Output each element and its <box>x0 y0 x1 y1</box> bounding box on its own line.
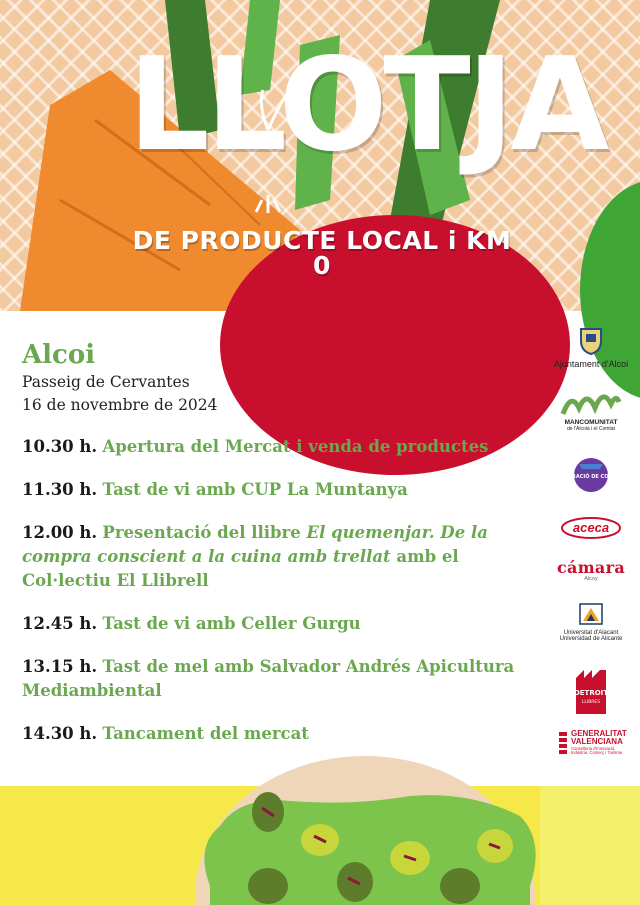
olives-bowl-illustration <box>0 786 640 905</box>
schedule-title: Tast de vi amb Celler Gurgu <box>102 613 361 633</box>
schedule-item <box>22 612 542 636</box>
schedule-item <box>22 722 542 746</box>
detroit-logo-icon <box>574 668 608 716</box>
schedule-title: Apertura del Mercat i venda de productes <box>102 437 489 457</box>
coat-of-arms-icon <box>578 326 604 356</box>
aceca-logo-icon <box>560 516 622 540</box>
sponsor-ajuntament-label: Ajuntament d'Alcoi <box>553 359 629 369</box>
sponsor-mancomunitat-label: MANCOMUNITAT <box>564 419 618 426</box>
schedule-title: Tast de mel amb Salvador Andrés Apicultura Mediambiental <box>22 656 515 700</box>
federacio-logo-icon <box>557 454 625 494</box>
schedule-time: 13.15 h. <box>22 656 98 676</box>
sponsor-camara <box>548 560 634 583</box>
sponsor-ajuntament <box>548 326 634 369</box>
sponsor-generalitat-label-1: GENERALITAT <box>571 729 627 738</box>
schedule-time: 12.45 h. <box>22 613 98 633</box>
sponsor-camara-sub: Alcoy <box>584 575 598 582</box>
sponsor-aceca <box>548 516 634 544</box>
footer-illustration <box>0 786 640 905</box>
event-place: Passeig de Cervantes <box>22 373 190 392</box>
mountains-icon <box>561 394 621 416</box>
event-content <box>22 340 542 764</box>
schedule-time: 10.30 h. <box>22 437 98 457</box>
logo-tagline: DE PRODUCTE LOCAL i KM 0 <box>132 226 512 280</box>
sponsor-federacio <box>548 454 634 498</box>
sponsor-universitat-label-2: Universidad de Alicante <box>559 636 623 643</box>
logo-title: LLOTJA <box>128 31 606 180</box>
sponsor-universitat-label-1: Universitat d'Alacant <box>563 630 619 636</box>
schedule-item <box>22 478 542 502</box>
schedule-time: 11.30 h. <box>22 480 98 500</box>
sponsor-federacio-label: FEDERACIÓ DE COMERÇ <box>557 474 625 480</box>
sponsor-generalitat-label-2: VALENCIANA <box>571 737 623 747</box>
sponsor-generalitat-sub: Conselleria d'Innovació, Indústria, Comerç i Turisme <box>571 745 623 756</box>
schedule-title-suffix: amb el Col·lectiu El Llibrell <box>22 546 459 590</box>
event-date: 16 de novembre de 2024 <box>22 395 218 414</box>
sponsor-universitat <box>548 602 634 643</box>
schedule-time: 14.30 h. <box>22 723 98 743</box>
sponsor-generalitat <box>548 730 634 758</box>
generalitat-emblem-icon <box>558 730 568 758</box>
event-city: Alcoi <box>22 340 96 370</box>
sponsor-aceca-label: aceca <box>572 520 610 535</box>
sponsor-detroit <box>548 668 634 720</box>
schedule-title: Tast de vi amb CUP La Muntanya <box>102 480 408 500</box>
sponsor-camara-label: cámara <box>556 558 625 577</box>
schedule-item <box>22 435 542 459</box>
book-title: El quemenjar. De la compra conscient a la cuina amb trellat <box>22 522 488 566</box>
schedule-item <box>22 655 542 703</box>
sponsor-detroit-sub: LLIBRES <box>581 700 601 705</box>
schedule-title: Tancament del mercat <box>102 723 309 743</box>
university-logo-icon <box>578 602 604 626</box>
header-banner <box>0 0 640 311</box>
sponsor-mancomunitat-sub: de l'Alcoià i el Comtat <box>567 425 615 432</box>
sponsor-detroit-label: DETROIT <box>573 689 609 697</box>
sponsor-mancomunitat <box>548 394 634 432</box>
schedule-title: Presentació del llibre <box>102 522 307 542</box>
schedule-time: 12.00 h. <box>22 522 98 542</box>
schedule-item <box>22 521 542 593</box>
